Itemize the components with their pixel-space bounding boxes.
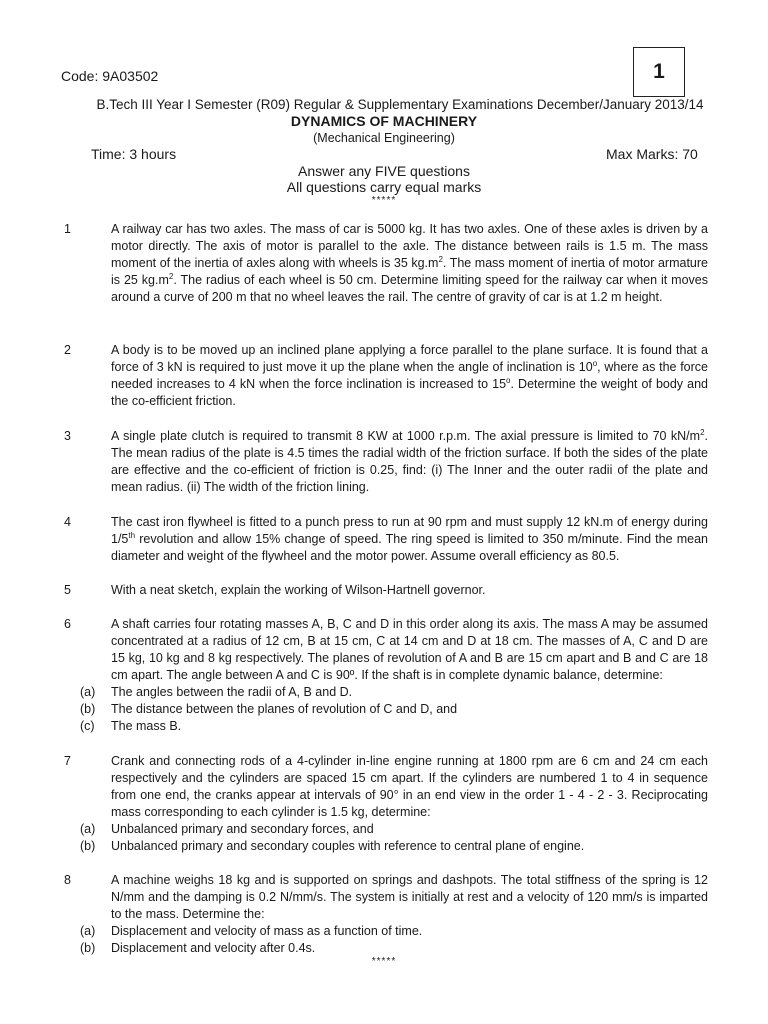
question-text: A railway car has two axles. The mass of car is 5000 kg. It has two axles. One of these axles is driven by a motor directly. The axis of motor is parallel to the axle. The distance between rails is 1.5 m. The mass moment of the inertia of axles along with wheels is 35 $kg.m^2$. The mass moment of inertia of motor armature is 25 $kg.m^2$. The radius of each wheel is 50 cm. Determine limiting speed for the railway car when it moves around a curve of 200 m that no wheel leaves the rail. The centre of gravity of car is at 1.2 m height. xyxy=(111,222,708,304)
question-number: 5 xyxy=(64,583,71,597)
instruction-answer-five: Answer any FIVE questions xyxy=(298,163,470,179)
subpart-label: (b) xyxy=(80,941,96,955)
question-text: A single plate clutch is required to transmit 8 KW at 1000 r.p.m. The axial pressure is limited to 70 $kN/m^2$. The mean radius of the plate is 4.5 times the radial width of the friction surface. If both the sides of the plate are effective and the co-efficient of friction is 0.25, find: (i) The Inner and the outer radii of the plate and mean radius. (ii) The width of the friction lining. xyxy=(111,427,708,494)
question-text: A body is to be moved up an inclined plane applying a force parallel to the plane surface. It is found that a force of 3 kN is required to just move it up the plane when the angle of inclination is 10$^o$, where as the force needed increases to 4 kN when the force inclination is increased to 15$^o$. Determine the weight of body and the co-efficient friction. xyxy=(111,343,708,408)
paper-code: Code: 9A03502 xyxy=(61,68,159,84)
question-number: 2 xyxy=(64,343,71,357)
subpart-label: (b) xyxy=(80,702,96,716)
question-text: Crank and connecting rods of a 4-cylinder in-line engine running at 1800 rpm are 6 cm and 24 cm each respectively and the cylinders are spaced 15 cm apart. If the cylinders are numbered 1 to 4 in sequence from one end, the cranks appear at intervals of 90° in an end view in the order 1 - 4 - 2 - 3. Reciprocating mass corresponding to each cylinder is 1.5 kg, determine: xyxy=(111,754,708,819)
subpart-text: Unbalanced primary and secondary couples with reference to central plane of engine. xyxy=(111,839,585,853)
branch-name: (Mechanical Engineering) xyxy=(313,131,455,145)
question-text: A machine weighs 18 kg and is supported on springs and dashpots. The total stiffness of the spring is 12 N/mm and the damping is 0.2 N/mm/s. The system is initially at rest and a velocity of 120 mm/s is imparted to the mass. Determine the: xyxy=(111,873,708,921)
question-number: 4 xyxy=(64,515,71,529)
subpart-text: The mass B. xyxy=(111,719,182,733)
page-number-box xyxy=(633,47,685,97)
question-number: 6 xyxy=(64,617,71,631)
question-text: The cast iron flywheel is fitted to a punch press to run at 90 rpm and must supply 12 kN.m of energy during 1/5th revolution and allow 15% change of speed. The ring speed is limited to 350 m/minute. Find the mean diameter and weight of the flywheel and the motor power. Assume overall efficiency as 80.5. xyxy=(111,515,708,563)
subpart-text: Unbalanced primary and secondary forces, and xyxy=(111,822,374,836)
subpart-label: (a) xyxy=(80,685,96,699)
question-text: With a neat sketch, explain the working of Wilson-Hartnell governor. xyxy=(111,583,486,597)
instruction-equal-marks: All questions carry equal marks xyxy=(286,179,482,195)
subpart-text: Displacement and velocity of mass as a function of time. xyxy=(111,924,423,938)
subpart-text: The angles between the radii of A, B and D. xyxy=(111,685,353,699)
footer-stars: ***** xyxy=(371,956,397,967)
question-text: A shaft carries four rotating masses A, B, C and D in this order along its axis. The mass A may be assumed concentrated at a radius of 12 cm, B at 15 cm, C at 14 cm and D at 18 cm. The masses of A, C and D are 15 kg, 10 kg and 8 kg respectively. The planes of revolution of A and B are 15 cm apart and B and C are 18 cm apart. The angle between A and C is 90º. If the shaft is in complete dynamic balance, determine: xyxy=(111,617,708,682)
max-marks: Max Marks: 70 xyxy=(606,146,698,162)
page-number: 1 xyxy=(653,60,665,83)
subpart-label: (c) xyxy=(80,719,95,733)
subpart-label: (a) xyxy=(80,822,96,836)
subpart-text: The distance between the planes of revolution of C and D, and xyxy=(111,702,458,716)
subpart-label: (b) xyxy=(80,839,96,853)
subject-title: DYNAMICS OF MACHINERY xyxy=(290,113,478,129)
exam-title: B.Tech III Year I Semester (R09) Regular & Supplementary Examinations December/January 2013/14 xyxy=(96,97,704,112)
question-number: 1 xyxy=(64,222,71,236)
subpart-label: (a) xyxy=(80,924,96,938)
exam-time: Time: 3 hours xyxy=(91,146,177,162)
question-number: 8 xyxy=(64,873,71,887)
header-stars: ***** xyxy=(371,195,397,206)
subpart-text: Displacement and velocity after 0.4s. xyxy=(111,941,316,955)
question-number: 7 xyxy=(64,754,71,768)
question-number: 3 xyxy=(64,429,71,443)
